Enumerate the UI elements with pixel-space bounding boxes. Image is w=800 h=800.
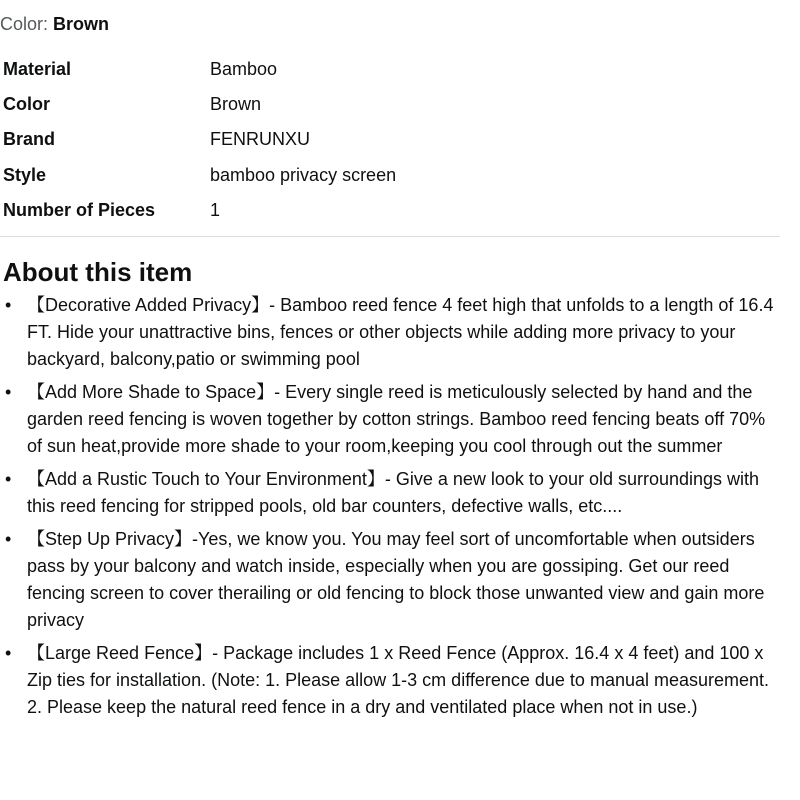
section-divider <box>0 236 780 237</box>
spec-key: Style <box>3 164 47 185</box>
product-specs-table <box>3 52 396 228</box>
bullet-dot-icon: • <box>5 295 12 315</box>
spec-row-brand <box>3 122 396 157</box>
spec-row-color <box>3 87 396 122</box>
bullet-dot-icon: • <box>5 529 12 549</box>
spec-key: Color <box>3 94 50 115</box>
bullet-dot-icon: • <box>5 382 12 402</box>
feature-bullet-text: 【Step Up Privacy】-Yes, we know you. You may feel sort of uncomfortable when outsiders pass by your balcony and watch inside, especially when you are gossiping. Get our reed fencing screen to cover therailing or old fencing to block those unwanted view and gain more privacy <box>27 529 765 630</box>
feature-bullet <box>0 466 785 520</box>
feature-bullet-text: 【Decorative Added Privacy】- Bamboo reed fence 4 feet high that unfolds to a length of 16.4 FT. Hide your unattractive bins, fences or other objects while adding more privacy to your backyard, balcony,patio or swimming pool <box>27 295 774 369</box>
spec-key: Brand <box>3 129 56 150</box>
feature-bullet-text: 【Add a Rustic Touch to Your Environment】- Give a new look to your old surroundings with this reed fencing for stripped pools, old bar counters, defective walls, etc.... <box>27 469 760 516</box>
bullet-dot-icon: • <box>5 643 12 663</box>
selected-color-summary <box>0 10 109 38</box>
spec-key: Number of Pieces <box>3 199 156 220</box>
spec-value: Brown <box>210 94 262 115</box>
feature-bullet <box>0 292 785 373</box>
spec-row-style <box>3 158 396 193</box>
spec-value: bamboo privacy screen <box>210 164 397 185</box>
bullet-dot-icon: • <box>5 469 12 489</box>
spec-row-number-of-pieces <box>3 193 396 228</box>
feature-bullet-text: 【Add More Shade to Space】- Every single reed is meticulously selected by hand and the garden reed fencing is woven together by cotton strings. Bamboo reed fencing beats off 70% of sun heat,provide more shade to your room,keeping you cool through out the summer <box>27 382 766 456</box>
spec-key: Material <box>3 59 72 80</box>
about-section-title: About this item <box>3 257 193 287</box>
selected-color-value: Brown <box>53 14 110 34</box>
spec-value: 1 <box>210 199 221 220</box>
feature-bullet <box>0 379 785 460</box>
feature-bullet-list <box>0 292 785 727</box>
spec-value: Bamboo <box>210 59 278 80</box>
feature-bullet <box>0 526 785 634</box>
spec-row-material <box>3 52 396 87</box>
feature-bullet <box>0 640 785 721</box>
feature-bullet-text: 【Large Reed Fence】- Package includes 1 x Reed Fence (Approx. 16.4 x 4 feet) and 100 x Zip ties for installation. (Note: 1. Please allow 1-3 cm difference due to manual measurement. 2. Please keep the natural reed fence in a dry and ventilated place when not in use.) <box>27 643 770 717</box>
selected-color-label: Color: <box>0 14 54 34</box>
spec-value: FENRUNXU <box>210 129 311 150</box>
